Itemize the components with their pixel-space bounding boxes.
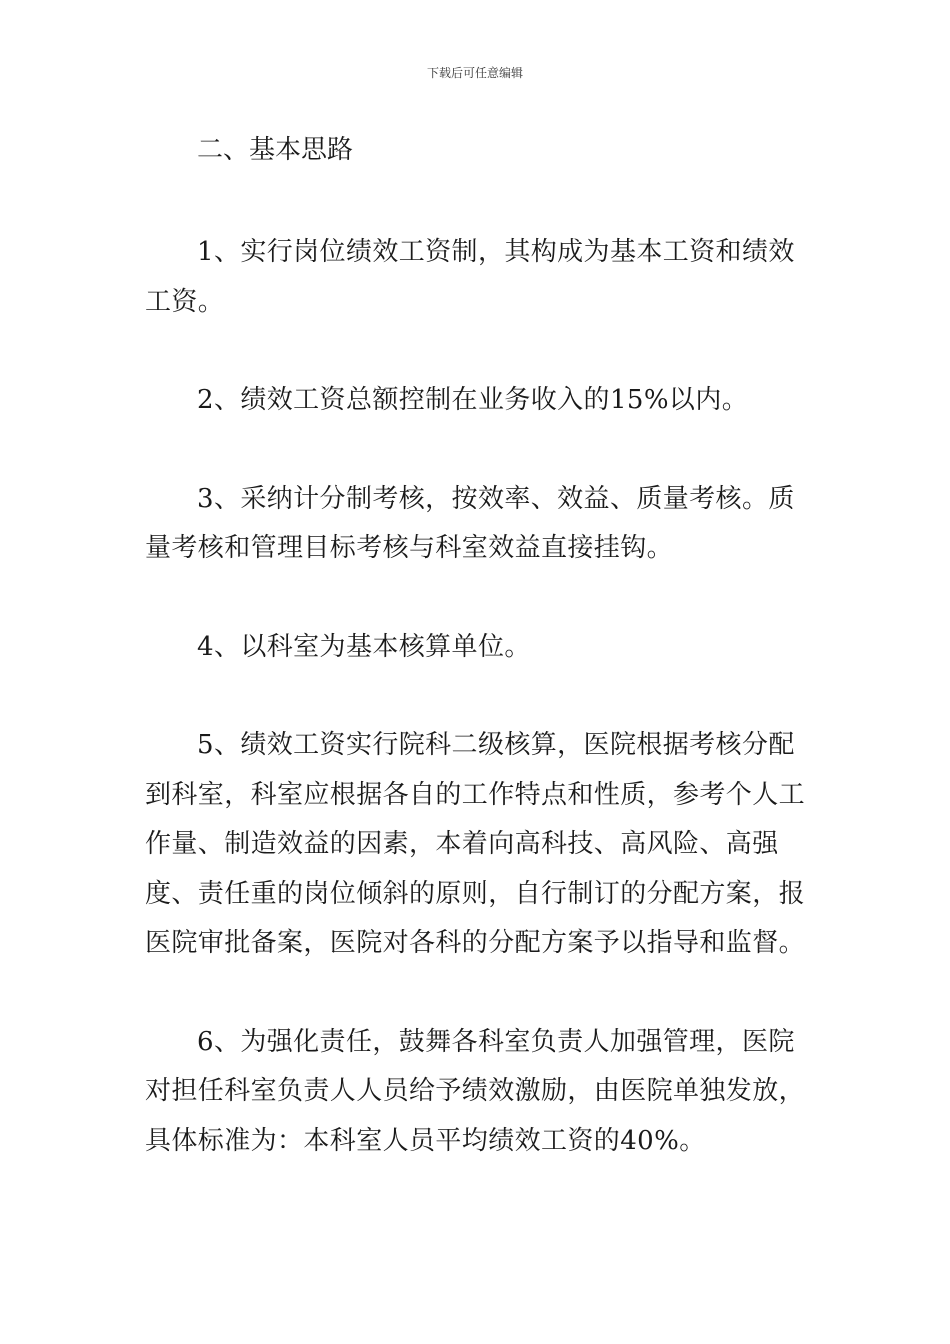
paragraph-6: 6、为强化责任，鼓舞各科室负责人加强管理，医院对担任科室负责人人员给予绩效激励，由医院单独发放，具体标准为：本科室人员平均绩效工资的40%。	[145, 1026, 806, 1156]
paragraph-2: 2、绩效工资总额控制在业务收入的15%以内。	[197, 385, 749, 415]
paragraph-3: 3、采纳计分制考核，按效率、效益、质量考核。质量考核和管理目标考核与科室效益直接挂钩。	[145, 483, 795, 563]
section-heading: 二、基本思路	[197, 135, 354, 165]
page-header-note: 下载后可任意编辑	[426, 66, 523, 80]
document-body	[145, 126, 809, 1166]
paragraph-4: 4、以科室为基本核算单位。	[197, 631, 531, 662]
paragraph-5: 5、绩效工资实行院科二级核算，医院根据考核分配到科室，科室应根据各自的工作特点和性质，参考个人工作量、制造效益的因素，本着向高科技、高风险、高强度、责任重的岗位倾斜的原则，自行制订的分配方案，报医院审批备案，医院对各科的分配方案予以指导和监督。	[145, 730, 806, 958]
paragraph-1: 1、实行岗位绩效工资制，其构成为基本工资和绩效工资。	[145, 237, 795, 317]
